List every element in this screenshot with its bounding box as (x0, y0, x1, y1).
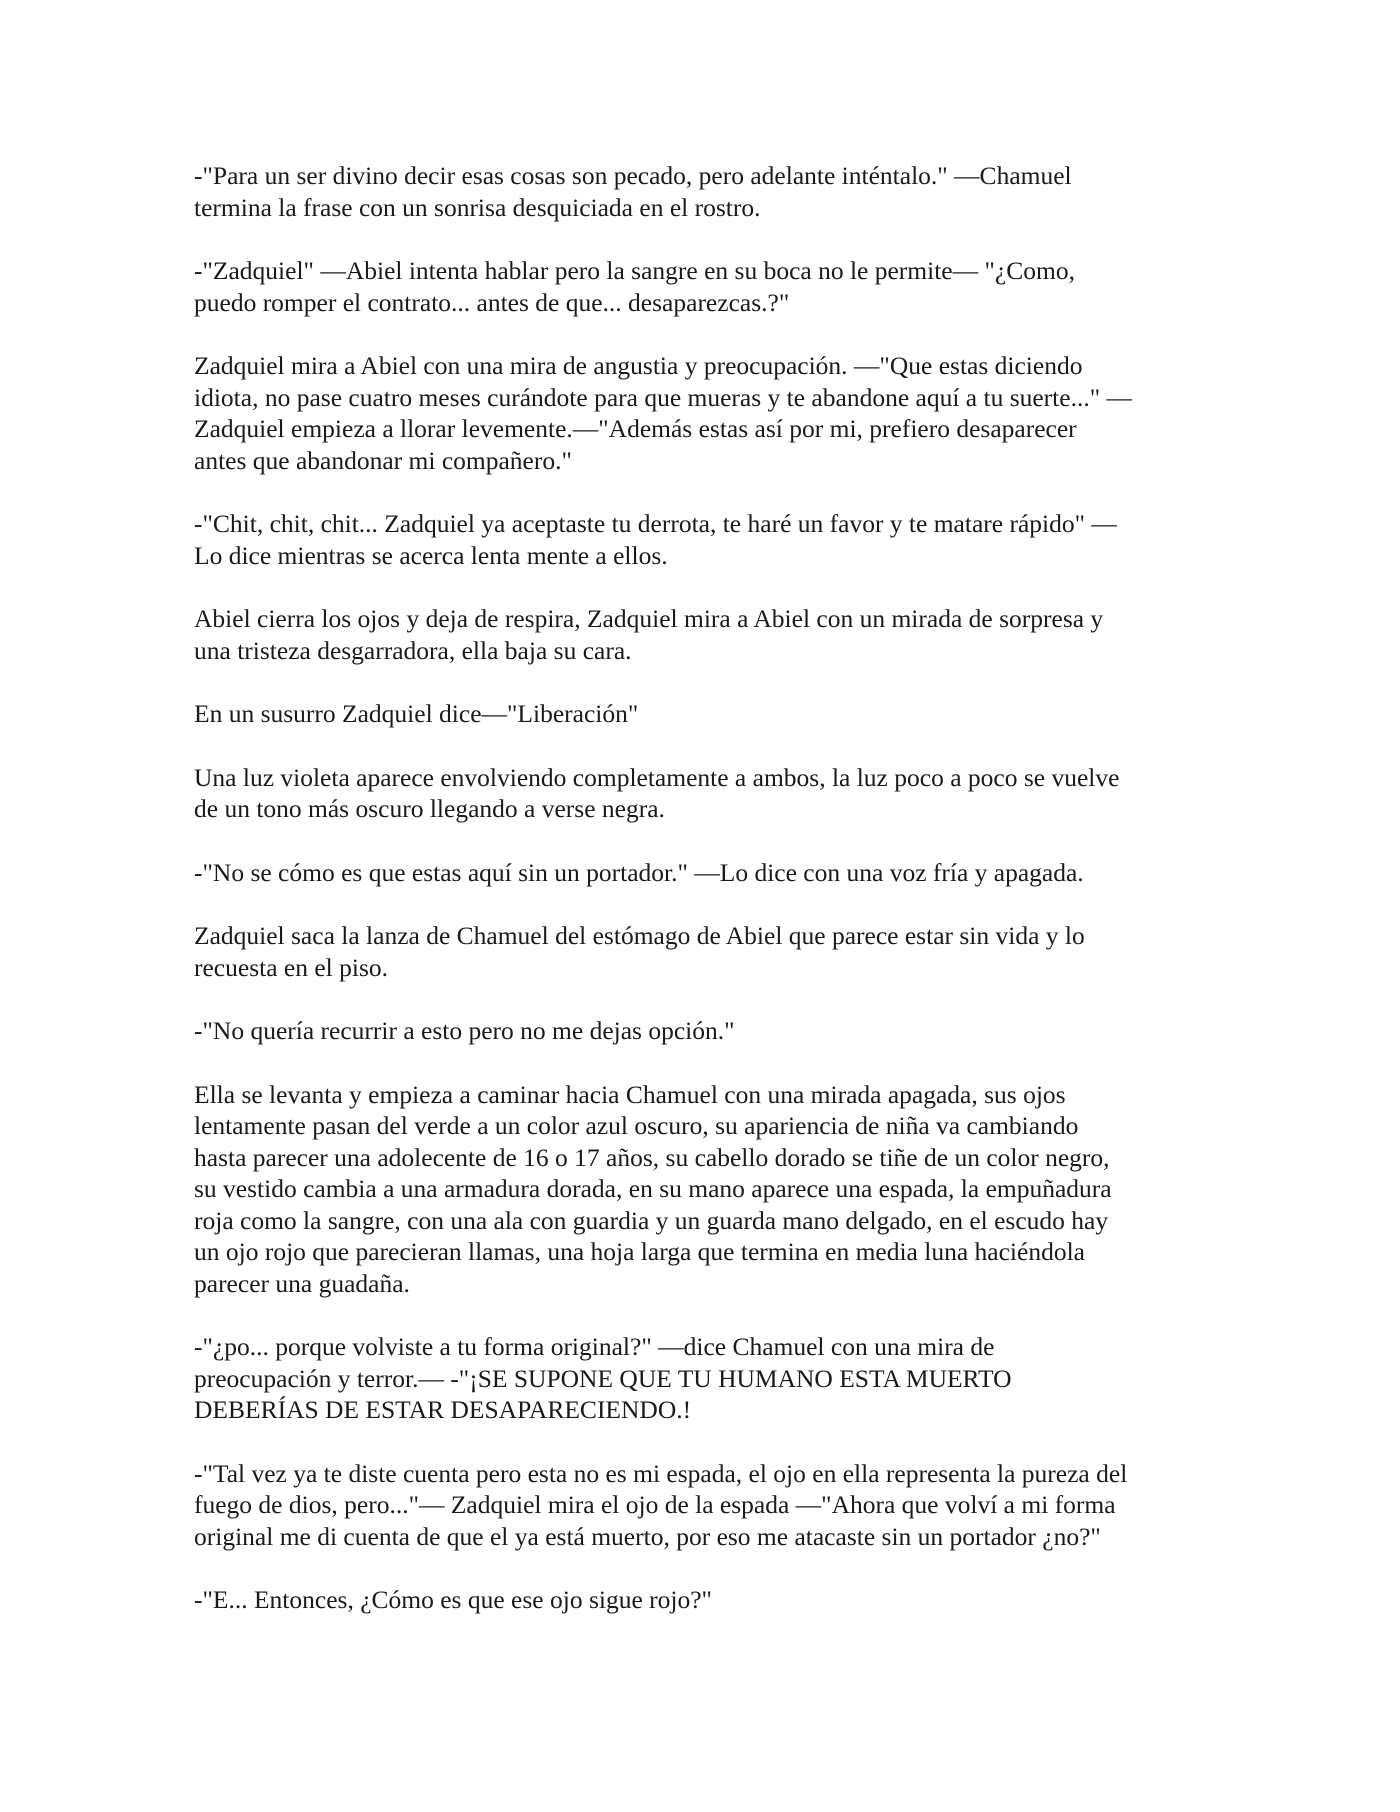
paragraph-10 (194, 1015, 1204, 1047)
text-line: recuesta en el piso. (194, 952, 389, 982)
text-line: Zadquiel mira a Abiel con una mira de angustia y preocupación. —"Que estas diciendo (194, 351, 1083, 380)
text-line: -"Chit, chit, chit... Zadquiel ya aceptaste tu derrota, te haré un favor y te matare rápido" — (194, 509, 1117, 538)
text-line: -"Para un ser divino decir esas cosas son pecado, pero adelante inténtalo." —Chamuel (194, 161, 1072, 190)
text-line: -"No quería recurrir a esto pero no me dejas opción." (194, 1016, 735, 1045)
text-line: idiota, no pase cuatro meses curándote para que mueras y te abandone aquí a tu suerte..." — (194, 382, 1132, 412)
text-line: -"E... Entonces, ¿Cómo es que ese ojo sigue rojo?" (194, 1585, 712, 1614)
text-line: una tristeza desgarradora, ella baja su cara. (194, 635, 632, 665)
text-line: Abiel cierra los ojos y deja de respira, Zadquiel mira a Abiel con un mirada de sorpresa y (194, 604, 1104, 633)
text-line: original me di cuenta de que el ya está muerto, por eso me atacaste sin un portador ¿no?" (194, 1521, 1101, 1551)
text-line: hasta parecer una adolecente de 16 o 17 años, su cabello dorado se tiñe de un color negro, (194, 1142, 1110, 1172)
text-line: parecer una guadaña. (194, 1268, 410, 1298)
text-line: Ella se levanta y empieza a caminar hacia Chamuel con una mirada apagada, sus ojos (194, 1079, 1066, 1109)
text-line: Zadquiel saca la lanza de Chamuel del estómago de Abiel que parece estar sin vida y lo (194, 921, 1085, 950)
text-line: antes que abandonar mi compañero." (194, 445, 572, 475)
document-page (194, 160, 1204, 1648)
paragraph-6 (194, 698, 1204, 730)
text-line: En un susurro Zadquiel dice—"Liberación" (194, 699, 639, 728)
text-line: -"Zadquiel" —Abiel intenta hablar pero la sangre en su boca no le permite— "¿Como, (194, 256, 1075, 285)
paragraph-7 (194, 762, 1204, 825)
paragraph-3 (194, 350, 1204, 476)
text-line: -"¿po... porque volviste a tu forma original?" —dice Chamuel con una mira de (194, 1332, 995, 1361)
paragraph-2 (194, 255, 1204, 318)
paragraph-13 (194, 1458, 1204, 1553)
text-line: puedo romper el contrato... antes de que... desaparezcas.?" (194, 287, 790, 317)
text-line: de un tono más oscuro llegando a verse negra. (194, 794, 665, 823)
paragraph-11 (194, 1079, 1204, 1300)
paragraph-9 (194, 920, 1204, 983)
text-line: -"No se cómo es que estas aquí sin un portador." —Lo dice con una voz fría y apagada. (194, 857, 1084, 887)
text-line: su vestido cambia a una armadura dorada, en su mano aparece una espada, la empuñadura (194, 1174, 1112, 1203)
text-line: DEBERÍAS DE ESTAR DESAPARECIENDO.! (194, 1395, 692, 1424)
paragraph-5 (194, 603, 1204, 666)
text-line: Lo dice mientras se acerca lenta mente a ellos. (194, 540, 668, 570)
text-line: -"Tal vez ya te diste cuenta pero esta no es mi espada, el ojo en ella representa la pureza del (194, 1458, 1128, 1488)
paragraph-1 (194, 160, 1204, 223)
text-line: lentamente pasan del verde a un color azul oscuro, su apariencia de niña va cambiando (194, 1111, 1079, 1140)
paragraph-8 (194, 857, 1204, 889)
text-line: termina la frase con un sonrisa desquiciada en el rostro. (194, 192, 761, 222)
paragraph-14 (194, 1584, 1204, 1616)
paragraph-12 (194, 1331, 1204, 1426)
text-line: roja como la sangre, con una ala con guardia y un guarda mano delgado, en el escudo hay (194, 1205, 1109, 1235)
text-line: Zadquiel empieza a llorar levemente.—"Además estas así por mi, prefiero desaparecer (194, 414, 1077, 443)
text-line: un ojo rojo que parecieran llamas, una hoja larga que termina en media luna haciéndola (194, 1237, 1085, 1266)
paragraph-4 (194, 508, 1204, 571)
text-line: fuego de dios, pero..."— Zadquiel mira el ojo de la espada —"Ahora que volví a mi forma (194, 1490, 1116, 1519)
text-line: Una luz violeta aparece envolviendo completamente a ambos, la luz poco a poco se vuelve (194, 762, 1120, 792)
text-line: preocupación y terror.— -"¡SE SUPONE QUE TU HUMANO ESTA MUERTO (194, 1363, 1012, 1393)
